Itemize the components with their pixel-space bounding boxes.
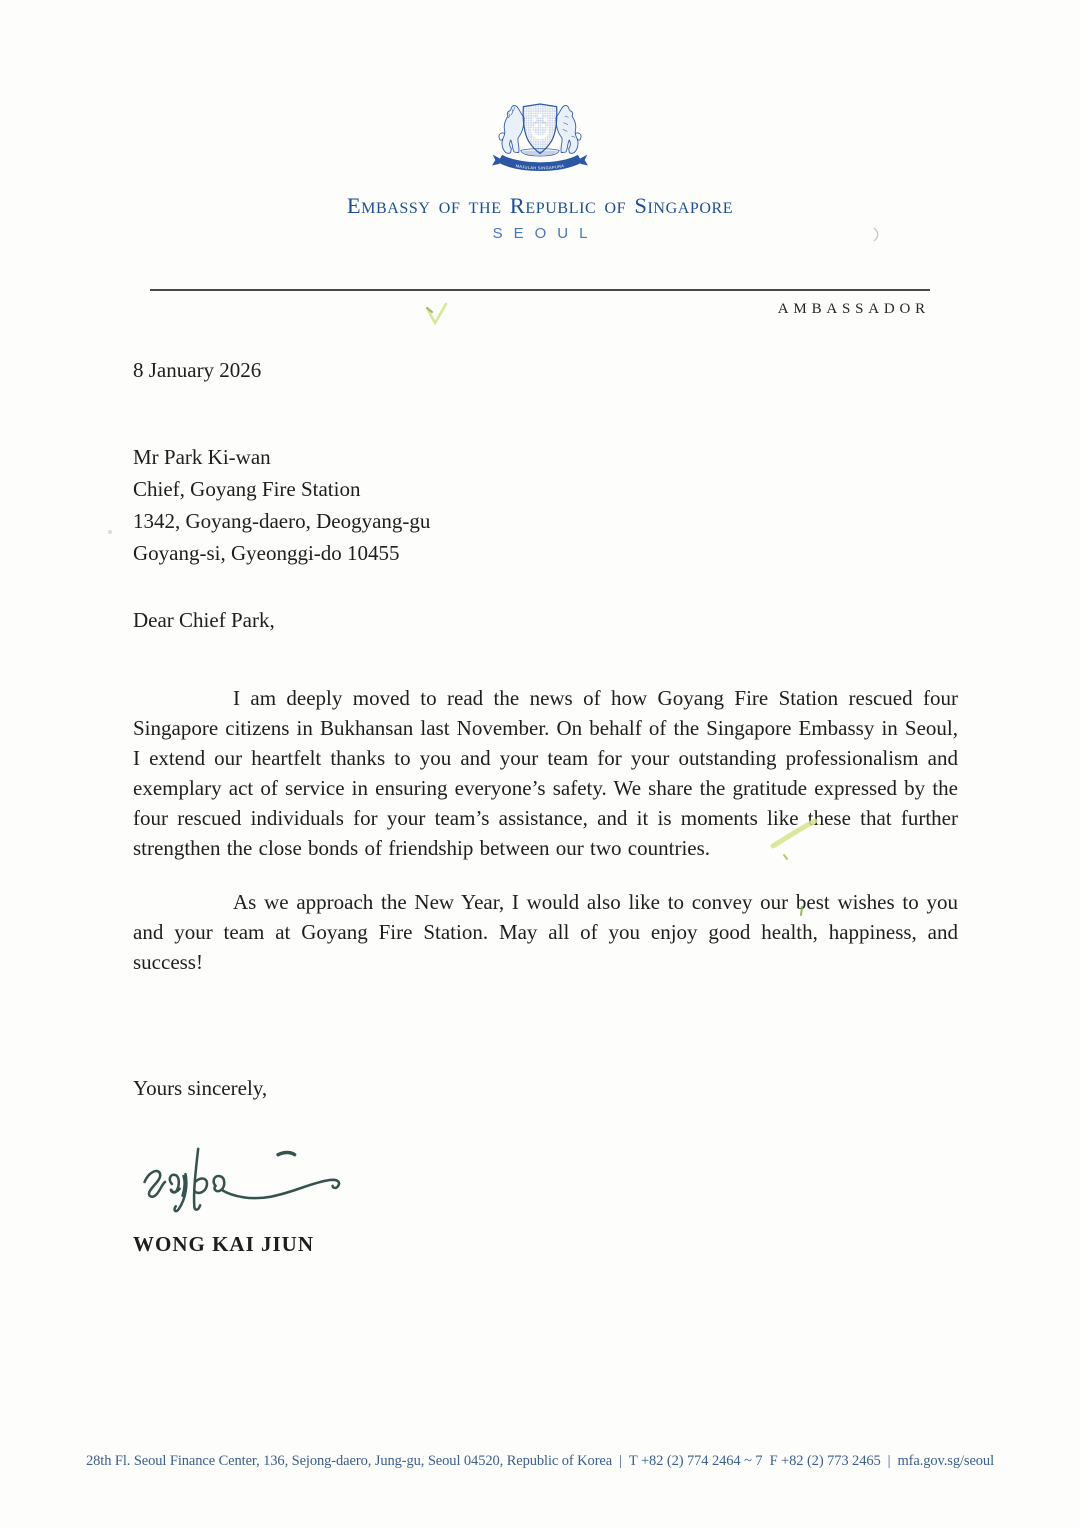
footer-fax: F +82 (2) 773 2465 — [769, 1453, 881, 1469]
footer — [0, 1453, 1080, 1470]
footer-separator: | — [619, 1453, 622, 1469]
signer-name: WONG KAI JIUN — [133, 1232, 315, 1256]
tiger-supporter — [556, 106, 581, 154]
recipient-address — [133, 441, 958, 569]
letter-date: 8 January 2026 — [133, 358, 262, 382]
role-title: AMBASSADOR — [777, 301, 930, 317]
handwritten-signature-icon — [137, 1143, 347, 1219]
signature — [137, 1143, 1080, 1219]
crest-ribbon — [492, 155, 588, 171]
salutation: Dear Chief Park, — [133, 608, 275, 632]
letterhead — [0, 0, 1080, 185]
scan-artifact-dot — [108, 530, 112, 534]
embassy-name: Embassy of the Republic of Singapore — [346, 193, 734, 218]
embassy-city: SEOUL — [492, 225, 599, 242]
footer-website: mfa.gov.sg/seoul — [897, 1453, 995, 1469]
body-paragraph: As we approach the New Year, I would also like to convey our best wishes to you and your team at Goyang Fire Station. May all of you enjoy good health, happiness, and success! — [133, 890, 958, 974]
footer-separator: | — [887, 1453, 891, 1469]
recipient-name: Mr Park Ki-wan — [133, 445, 271, 469]
footer-address: 28th Fl. Seoul Finance Center, 136, Sejong-daero, Jung-gu, Seoul 04520, Republic of Korea — [85, 1453, 613, 1469]
footer-phone: T +82 (2) 774 2464 ~ 7 — [628, 1453, 763, 1469]
singapore-coat-of-arms-icon — [490, 96, 590, 180]
lion-supporter — [499, 106, 524, 154]
recipient-city: Goyang-si, Gyeonggi-do 10455 — [133, 541, 400, 565]
body-paragraph: I am deeply moved to read the news of how Goyang Fire Station rescued four Singapore citizens in Bukhansan last November. On behalf of the Singapore Embassy in Seoul, I extend our heartfelt thanks to you and your team for your outstanding professionalism and exemplary act of service in ensuring everyone’s safety. We share the gratitude expressed by the four rescued individuals for your team’s assistance, and it is moments like these that further strengthen the close bonds of friendship between our two countries. — [133, 686, 958, 860]
closing: Yours sincerely, — [133, 1076, 268, 1100]
recipient-street: 1342, Goyang-daero, Deogyang-gu — [133, 509, 431, 533]
recipient-title: Chief, Goyang Fire Station — [133, 477, 361, 501]
crest-motto: MAJULAH SINGAPURA — [515, 163, 565, 171]
header-divider — [150, 289, 930, 291]
